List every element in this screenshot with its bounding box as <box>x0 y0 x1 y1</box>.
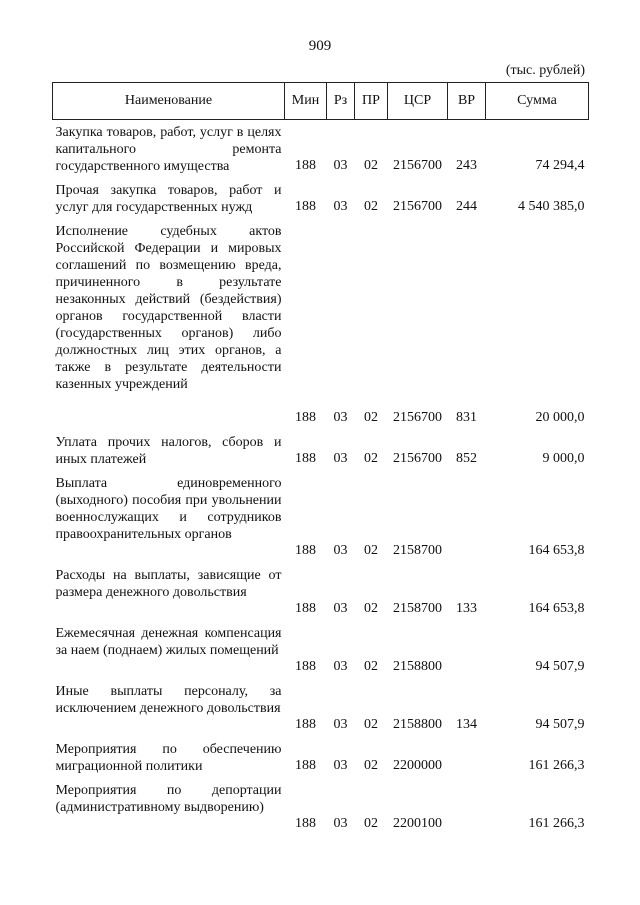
row-sum: 4 540 385,0 <box>518 199 585 214</box>
row-name: Исполнение судебных актов Российской Федерации и мировых соглашений по возмещению вреда, причиненного в результате незаконных действий (бездействия) органов государственной власти (государственных органов) либо должностных лиц этих органов, а также в результате деятельности казенных учреждений <box>55 224 282 392</box>
row-min: 188 <box>295 410 316 425</box>
row-rz: 03 <box>333 158 348 173</box>
row-vr: 831 <box>456 410 477 425</box>
row-csr: 2156700 <box>393 158 442 173</box>
row-pr: 02 <box>364 199 378 214</box>
row-name: Закупка товаров, работ, услуг в целях капитального ремонта государственного имущества <box>55 125 282 174</box>
row-rz: 03 <box>333 410 348 425</box>
table-row <box>53 737 589 778</box>
row-vr: 133 <box>456 601 477 616</box>
row-min: 188 <box>295 816 316 831</box>
table-row <box>53 120 589 179</box>
row-name: Расходы на выплаты, зависящие от размера денежного довольствия <box>55 568 282 600</box>
row-name: Мероприятия по депортации (административному выдворению) <box>55 783 282 815</box>
row-pr: 02 <box>364 816 378 831</box>
row-min: 188 <box>295 758 316 773</box>
row-csr: 2156700 <box>393 410 442 425</box>
row-vr <box>448 621 486 679</box>
row-vr: 852 <box>456 451 477 466</box>
row-sum: 9 000,0 <box>542 451 585 466</box>
table-row <box>53 219 589 430</box>
row-sum: 74 294,4 <box>535 158 585 173</box>
row-csr: 2158800 <box>393 717 442 732</box>
row-name: Ежемесячная денежная компенсация за наем (поднаем) жилых помещений <box>55 626 282 658</box>
row-csr: 2156700 <box>393 451 442 466</box>
header-pr: ПР <box>355 83 388 120</box>
row-pr: 02 <box>364 758 378 773</box>
table-row <box>53 178 589 219</box>
row-vr <box>448 737 486 778</box>
row-pr: 02 <box>364 451 378 466</box>
row-pr: 02 <box>364 410 378 425</box>
header-rz: Рз <box>327 83 355 120</box>
row-pr: 02 <box>364 659 378 674</box>
table-row <box>53 563 589 621</box>
row-pr: 02 <box>364 717 378 732</box>
table-row <box>53 471 589 563</box>
budget-table <box>52 82 589 836</box>
row-rz: 03 <box>333 659 348 674</box>
row-pr: 02 <box>364 158 378 173</box>
page-number: 909 <box>308 38 332 54</box>
row-vr <box>448 471 486 563</box>
row-csr: 2200000 <box>393 758 442 773</box>
table-row <box>53 778 589 836</box>
row-csr: 2158800 <box>393 659 442 674</box>
row-min: 188 <box>295 601 316 616</box>
row-rz: 03 <box>333 543 348 558</box>
row-sum: 164 653,8 <box>528 543 585 558</box>
row-pr: 02 <box>364 543 378 558</box>
row-rz: 03 <box>333 601 348 616</box>
row-sum: 94 507,9 <box>535 659 585 674</box>
row-name: Выплата единовременного (выходного) пособия при увольнении военнослужащих и сотрудников правоохранительных органов <box>55 476 282 542</box>
header-name: Наименование <box>53 83 285 120</box>
row-min: 188 <box>295 659 316 674</box>
table-row <box>53 430 589 471</box>
row-name: Уплата прочих налогов, сборов и иных платежей <box>55 435 282 467</box>
row-name: Мероприятия по обеспечению миграционной политики <box>55 742 282 774</box>
header-vr: ВР <box>448 83 486 120</box>
row-sum: 94 507,9 <box>535 717 585 732</box>
row-rz: 03 <box>333 816 348 831</box>
row-min: 188 <box>295 543 316 558</box>
row-sum: 161 266,3 <box>528 816 585 831</box>
table-row <box>53 621 589 679</box>
row-min: 188 <box>295 158 316 173</box>
row-name: Иные выплаты персоналу, за исключением денежного довольствия <box>55 684 282 716</box>
row-rz: 03 <box>333 451 348 466</box>
row-csr: 2158700 <box>393 601 442 616</box>
row-sum: 161 266,3 <box>528 758 585 773</box>
row-csr: 2156700 <box>393 199 442 214</box>
row-pr: 02 <box>364 601 378 616</box>
row-vr <box>448 778 486 836</box>
row-rz: 03 <box>333 758 348 773</box>
row-csr: 2200100 <box>393 816 442 831</box>
row-vr: 134 <box>456 717 477 732</box>
table-header <box>53 83 589 120</box>
header-sum: Сумма <box>486 83 589 120</box>
row-min: 188 <box>295 199 316 214</box>
row-sum: 164 653,8 <box>528 601 585 616</box>
table-row <box>53 679 589 737</box>
row-rz: 03 <box>333 199 348 214</box>
row-csr: 2158700 <box>393 543 442 558</box>
units-label: (тыс. рублей) <box>505 63 585 78</box>
row-rz: 03 <box>333 717 348 732</box>
row-vr: 243 <box>456 158 477 173</box>
row-sum: 20 000,0 <box>535 410 585 425</box>
row-name: Прочая закупка товаров, работ и услуг для государственных нужд <box>55 183 282 215</box>
header-min: Мин <box>285 83 327 120</box>
row-min: 188 <box>295 451 316 466</box>
row-vr: 244 <box>456 199 477 214</box>
row-min: 188 <box>295 717 316 732</box>
header-csr: ЦСР <box>388 83 448 120</box>
